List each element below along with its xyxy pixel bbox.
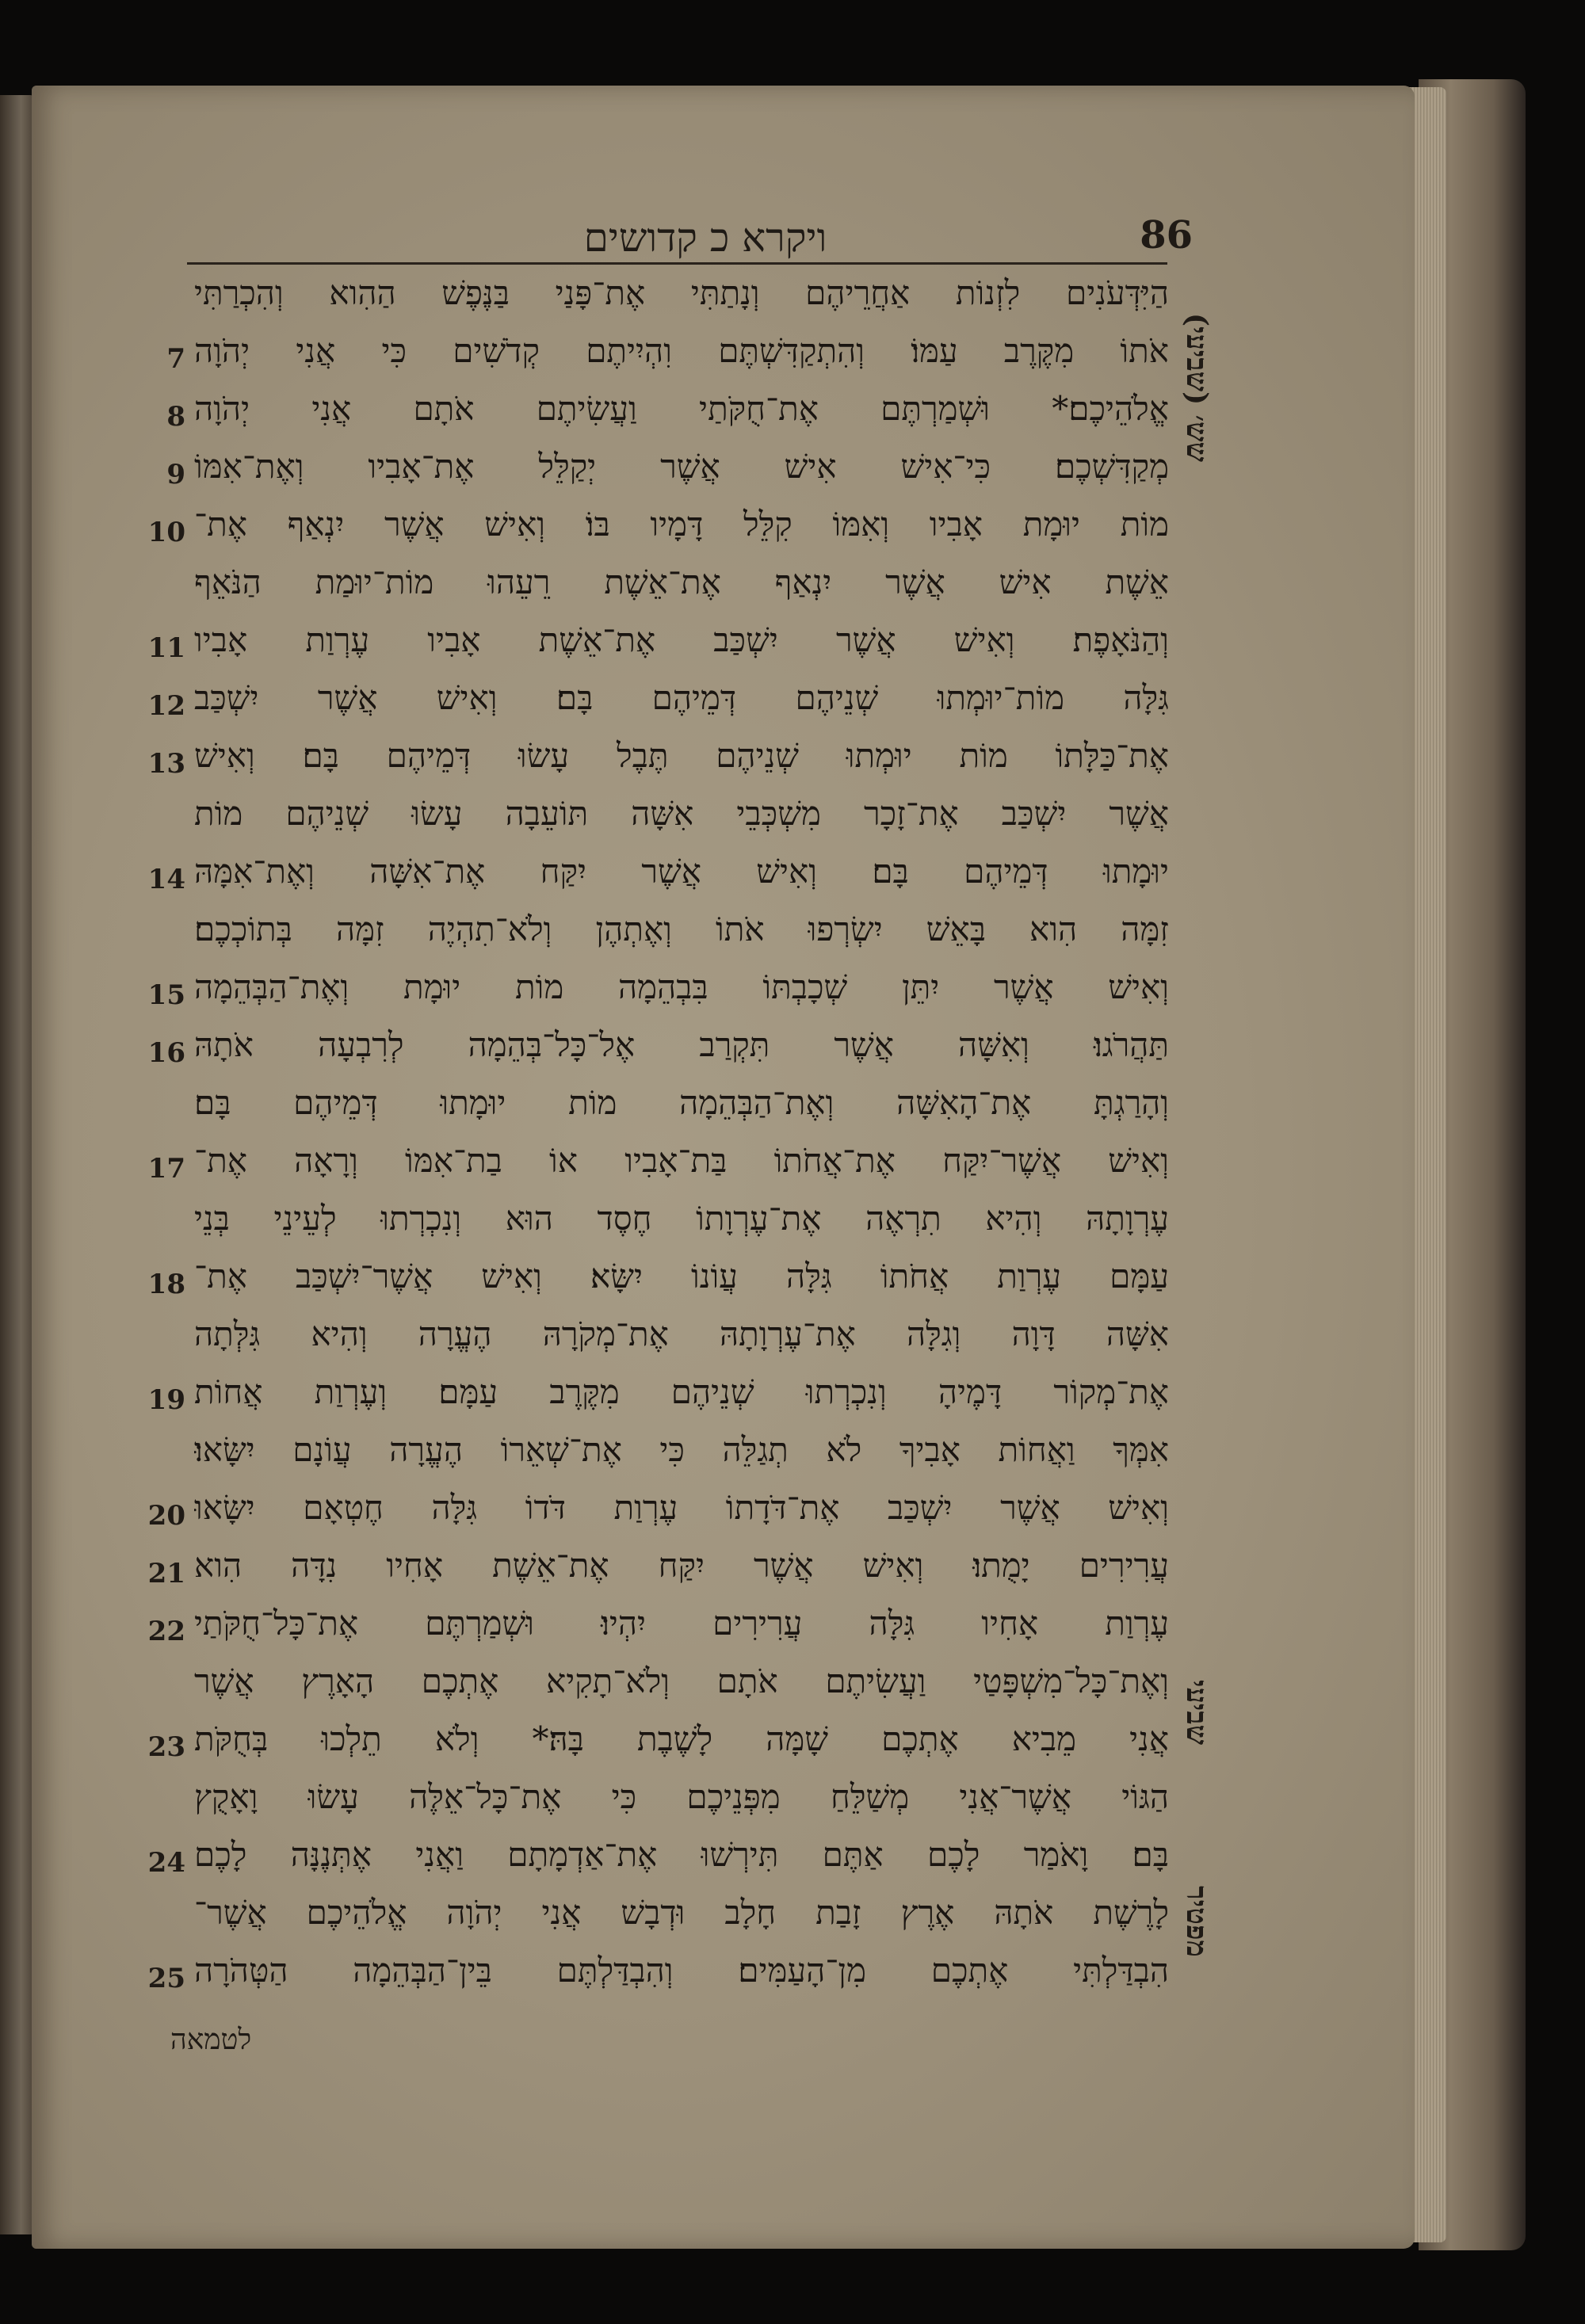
verse-number: 21 xyxy=(147,1558,185,1589)
text-line: אֲשֶׁר יִשְׁכַּב אֶת־זָכָר מִשְׁכְּבֵי אִשָּׁה תּוֹעֵבָה עָשׂוּ שְׁנֵיהֶם מוֹת xyxy=(194,794,1169,833)
text-line: אֹתוֹ מִקֶּרֶב עַמּוֹ׃ וְהִתְקַדִּשְׁתֶּם וִהְיִיתֶם קְדֹשִׁים כִּי אֲנִי יְהֹוָה xyxy=(194,331,1169,370)
verse-number: 10 xyxy=(147,517,185,548)
text-line: עֶרְוַת אָחִיו גִּלָּה עֲרִירִים יִהְיוּ׃ וּשְׁמַרְתֶּם אֶת־כָּל־חֻקֹּתַי xyxy=(194,1604,1169,1643)
verse-number: 13 xyxy=(147,748,185,780)
verse-number: 23 xyxy=(147,1731,185,1763)
verse-number: 20 xyxy=(147,1500,185,1532)
verse-number: 14 xyxy=(147,864,185,895)
header-rule xyxy=(187,262,1167,265)
text-line: וְהָרַגְתָּ אֶת־הָאִשָּׁה וְאֶת־הַבְּהֵמָה מוֹת יוּמָתוּ דְּמֵיהֶם בָּם׃ xyxy=(194,1083,1169,1122)
text-line: אֱלֹהֵיכֶם׃* וּשְׁמַרְתֶּם אֶת־חֻקֹּתַי וַעֲשִׂיתֶם אֹתָם אֲנִי יְהֹוָה xyxy=(194,389,1169,428)
text-line: מְקַדִּשְׁכֶם׃ כִּי־אִישׁ אִישׁ אֲשֶׁר יְקַלֵּל אֶת־אָבִיו וְאֶת־אִמּוֹ xyxy=(194,447,1169,486)
text-line: בָּם׃ וָאֹמַר לָכֶם אַתֶּם תִּירְשׁוּ אֶת־אַדְמָתָם וַאֲנִי אֶתְּנֶנָּה לָכֶם xyxy=(194,1835,1169,1874)
text-line: וְאִישׁ אֲשֶׁר־יִקַּח אֶת־אֲחֹתוֹ בַּת־אָבִיו אוֹ בַת־אִמּוֹ וְרָאָה אֶת־ xyxy=(194,1141,1169,1180)
verse-number: 15 xyxy=(147,979,185,1011)
text-line: זִמָּה הִוא בָּאֵשׁ יִשְׂרְפוּ אֹתוֹ וְאֶתְהֶן וְלֹא־תִהְיֶה זִמָּה בְּתוֹכְכֶם׃ xyxy=(194,910,1169,948)
text-line: עֶרְוָתָהּ וְהִיא תִרְאֶה אֶת־עֶרְוָתוֹ חֶסֶד הוּא וְנִכְרְתוּ לְעֵינֵי בְּנֵי xyxy=(194,1199,1169,1238)
text-line: עַמָּם עֶרְוַת אֲחֹתוֹ גִּלָּה עֲוֹנוֹ יִשָּׂא׃ וְאִישׁ אֲשֶׁר־יִשְׁכַּב אֶת־ xyxy=(194,1257,1169,1296)
text-line: תַּהֲרֹגוּ׃ וְאִשָּׁה אֲשֶׁר תִּקְרַב אֶל־כָּל־בְּהֵמָה לְרִבְעָה אֹתָהּ xyxy=(194,1025,1169,1064)
margin-note-shevii: שביעי xyxy=(1180,1680,1213,1746)
text-line: וְאִישׁ אֲשֶׁר יִשְׁכַּב אֶת־דֹּדָתוֹ עֶרְוַת דֹּדוֹ גִּלָּה חֶטְאָם יִשָּׂאוּ xyxy=(194,1488,1169,1527)
text-line: אֶת־מְקוֹר דָּמֶיהָ וְנִכְרְתוּ שְׁנֵיהֶם מִקֶּרֶב עַמָּם׃ וְעֶרְוַת אֲחוֹת xyxy=(194,1372,1169,1411)
verse-number: 24 xyxy=(147,1847,185,1879)
text-line: אֵשֶׁת אִישׁ אֲשֶׁר יִנְאַף אֶת־אֵשֶׁת רֵעֵהוּ מוֹת־יוּמַת הַנֹּאֵף xyxy=(194,563,1169,601)
text-line: גִּלָּה מוֹת־יוּמְתוּ שְׁנֵיהֶם דְּמֵיהֶם בָּם׃ וְאִישׁ אֲשֶׁר יִשְׁכַּב xyxy=(194,678,1169,717)
text-line: עֲרִירִים יָמֻתוּ׃ וְאִישׁ אֲשֶׁר יִקַּח אֶת־אֵשֶׁת אָחִיו נִדָּה הִוא xyxy=(194,1546,1169,1585)
text-line: הִבְדַּלְתִּי אֶתְכֶם מִן־הָעַמִּים׃ וְהִבְדַּלְתֶּם בֵּין־הַבְּהֵמָה הַטְּהֹרָה xyxy=(194,1951,1169,1990)
text-line: אֶת־כַּלָּתוֹ מוֹת יוּמְתוּ שְׁנֵיהֶם תֶּבֶל עָשׂוּ דְּמֵיהֶם בָּם׃ וְאִישׁ xyxy=(194,736,1169,775)
verse-number: 9 xyxy=(166,459,185,490)
text-line: אִשָּׁה דָּוָה וְגִלָּה אֶת־עֶרְוָתָהּ אֶת־מְקֹרָהּ הֶעֱרָה וְהִיא גִּלְּתָה xyxy=(194,1315,1169,1353)
text-line: הַגּוֹי אֲשֶׁר־אֲנִי מְשַׁלֵּחַ מִפְּנֵיכֶם כִּי אֶת־כָּל־אֵלֶּה עָשׂוּ וָאָקֻץ xyxy=(194,1777,1169,1816)
verse-number: 12 xyxy=(147,690,185,722)
text-line: אִמְּךָ וַאֲחוֹת אָבִיךָ לֹא תְגַלֵּה כִּי אֶת־שְׁאֵרוֹ הֶעֱרָה עֲוֹנָם יִשָּׂאוּ׃ xyxy=(194,1430,1169,1469)
verse-number: 18 xyxy=(147,1269,185,1300)
verse-number: 22 xyxy=(147,1616,185,1647)
verse-number: 7 xyxy=(166,343,185,375)
text-line: הַיִּדְּעֹנִים לִזְנוֹת אַחֲרֵיהֶם וְנָתַתִּי אֶת־פָּנַי בַּנֶּפֶשׁ הַהִוא וְהִכְרַתִּי xyxy=(194,273,1169,312)
text-line: לָרֶשֶׁת אֹתָהּ אֶרֶץ זָבַת חָלָב וּדְבָשׁ אֲנִי יְהֹוָה אֱלֹהֵיכֶם אֲשֶׁר־ xyxy=(194,1893,1169,1932)
margin-note-maftir: מפטיר xyxy=(1180,1886,1213,1957)
text-line: יוּמָתוּ דְּמֵיהֶם בָּם׃ וְאִישׁ אֲשֶׁר יִקַּח אֶת־אִשָּׁה וְאֶת־אִמָּהּ xyxy=(194,852,1169,891)
verse-number: 16 xyxy=(147,1037,185,1069)
text-line: מוֹת יוּמָת אָבִיו וְאִמּוֹ קִלֵּל דָּמָיו בּוֹ׃ וְאִישׁ אֲשֶׁר יִנְאַף אֶת־ xyxy=(194,505,1169,544)
running-head: ויקרא כ קדושים xyxy=(583,215,827,261)
verse-number: 19 xyxy=(147,1384,185,1416)
verse-number: 11 xyxy=(147,632,185,664)
left-page-edge xyxy=(0,95,35,2234)
page-number: 86 xyxy=(1140,213,1193,258)
text-line: אֲנִי מֵבִיא אֶתְכֶם שָׁמָּה לָשֶׁבֶת בָּהּ׃* וְלֹא תֵלְכוּ בְּחֻקֹּת xyxy=(194,1719,1169,1758)
text-line: וְהַנֹּאָפֶת׃ וְאִישׁ אֲשֶׁר יִשְׁכַּב אֶת־אֵשֶׁת אָבִיו עֶרְוַת אָבִיו xyxy=(194,620,1169,659)
verse-number: 8 xyxy=(166,401,185,433)
margin-note-aliyah: שש׳ (שביעי) xyxy=(1180,313,1213,462)
catchword: לטמאה xyxy=(170,2024,252,2056)
verse-number: 17 xyxy=(147,1153,185,1185)
verse-number: 25 xyxy=(147,1963,185,1994)
text-line: וְאִישׁ אֲשֶׁר יִתֵּן שְׁכָבְתּוֹ בִּבְהֵמָה מוֹת יוּמָת וְאֶת־הַבְּהֵמָה xyxy=(194,967,1169,1006)
text-line: וְאֶת־כָּל־מִשְׁפָּטַי וַעֲשִׂיתֶם אֹתָם וְלֹא־תָקִיא אֶתְכֶם הָאָרֶץ אֲשֶׁר xyxy=(194,1662,1169,1700)
